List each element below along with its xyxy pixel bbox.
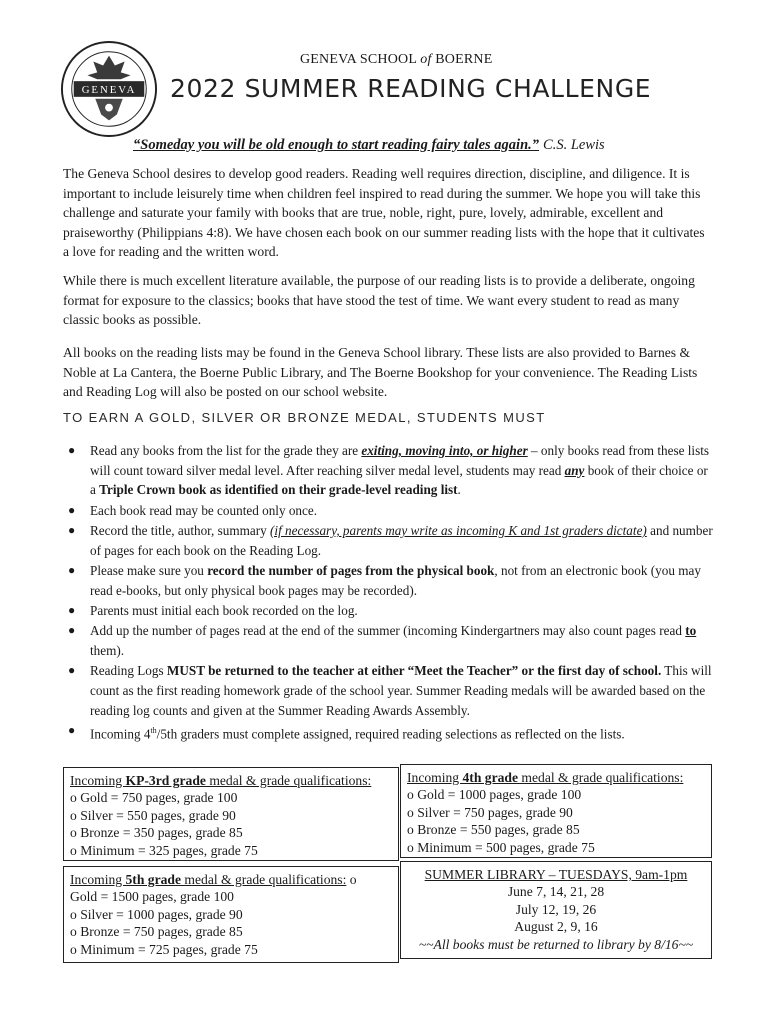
gold-line: o Gold = 1000 pages, grade 100 [407,787,582,803]
minimum-line: o Minimum = 725 pages, grade 75 [70,941,258,957]
list-item: ● Record the title, author, summary (if necessary, parents may write as incoming K and 1st graders dictate) and number of pages for each book on the Reading Log. [68,522,713,558]
bronze-line: o Bronze = 750 pages, grade 85 [70,924,243,940]
minimum-line: o Minimum = 500 pages, grade 75 [407,839,595,855]
library-heading: SUMMER LIBRARY – TUESDAYS, 9am-1pm [424,867,688,882]
bullet-icon: ● [68,502,76,517]
grade5-qualifications-box [63,866,399,963]
purpose-paragraph: While there is much excellent literature available, the purpose of our reading lists is to provide a deliberate, ongoing format for exposure to the classics; books that have stood the test of time. We want every student to read as many classic books as possible. [63,273,695,327]
list-item: ● Incoming 4th/5th graders must complete assigned, required reading selections as reflected on the lists. [68,722,625,742]
gold-line: o Gold = 750 pages, grade 100 [70,790,238,806]
summer-library-box [400,861,712,959]
medal-rules-heading: TO EARN A GOLD, SILVER OR BRONZE MEDAL, STUDENTS MUST [63,410,546,425]
return-deadline: ~~All books must be returned to library by 8/16~~ [418,936,694,952]
box-heading: Incoming 4th grade medal & grade qualifications: [407,770,684,785]
bullet-icon: ● [68,522,76,537]
bullet-icon: ● [68,602,76,617]
bronze-line: o Bronze = 350 pages, grade 85 [70,825,243,841]
july-dates: July 12, 19, 26 [515,901,597,917]
august-dates: August 2, 9, 16 [514,919,598,935]
gold-line: Gold = 1500 pages, grade 100 [70,889,234,905]
box-heading: Incoming 5th grade medal & grade qualifications: o [70,872,357,887]
silver-line: o Silver = 750 pages, grade 90 [407,804,573,820]
silver-line: o Silver = 550 pages, grade 90 [70,807,236,823]
school-seal-logo [60,40,158,138]
kp3-qualifications-box [63,767,399,861]
bullet-icon: ● [68,663,76,678]
bullet-icon: ● [68,722,76,737]
availability-paragraph: All books on the reading lists may be found in the Geneva School library. These lists are also provided to Barnes & Noble at La Cantera, the Boerne Public Library, and The Boerne Bookshop for your convenience. The Reading Lists and Reading Log will also be posted on our school website. [63,345,698,399]
bullet-icon: ● [68,623,76,638]
medal-rules-list [63,441,713,745]
svg-text:GENEVA: GENEVA [81,83,137,96]
opening-quote [133,137,605,154]
quote-author: C.S. Lewis [543,137,605,153]
list-item: ● Parents must initial each book recorded on the log. [63,601,713,621]
bullet-icon: ● [68,443,76,457]
list-item: ● Reading Logs MUST be returned to the teacher at either “Meet the Teacher” or the first day of school. This will count as the first reading homework grade of the school year. Summer Reading medals will be awarded based on the reading log counts and given at the Summer Reading Awards Assembly. [68,663,712,718]
box-heading: Incoming KP-3rd grade medal & grade qualifications: [70,773,372,788]
minimum-line: o Minimum = 325 pages, grade 75 [70,842,258,858]
grade4-qualifications-box [400,764,712,858]
intro-paragraph: The Geneva School desires to develop good readers. Reading well requires direction, discipline, and diligence. It is important to include leisurely time when children feel inspired to read during the summer. We hope you will take this challenge and saturate your family with books that are true, noble, right, pure, lovely, admirable, excellent and praiseworthy (Philippians 4:8). We have chosen each book on our summer reading lists with the hope that it cultivates a love for reading and the written word. [63,166,705,259]
list-item: ● Read any books from the list for the grade they are exiting, moving into, or higher – only books read from these lists will count toward silver medal level. After reaching silver medal level, students may read any book of their choice or a Triple Crown book as identified on their grade-level reading list. [68,443,710,498]
list-item: ● Add up the number of pages read at the end of the summer (incoming Kindergartners may also count pages read to them). [68,623,697,658]
silver-line: o Silver = 1000 pages, grade 90 [70,906,243,922]
list-item: ● Each book read may be counted only once. [63,501,713,521]
school-name: GENEVA SCHOOL of BOERNE [300,52,493,67]
page-title: 2022 SUMMER READING CHALLENGE [170,74,652,103]
list-item: ● Please make sure you record the number of pages from the physical book, not from an electronic book (you may read e-books, but only physical book pages may be recorded). [68,562,701,598]
quote-text: “Someday you will be old enough to start reading fairy tales again.” [133,137,540,153]
bronze-line: o Bronze = 550 pages, grade 85 [407,822,580,838]
bullet-icon: ● [68,562,76,577]
june-dates: June 7, 14, 21, 28 [507,884,605,900]
